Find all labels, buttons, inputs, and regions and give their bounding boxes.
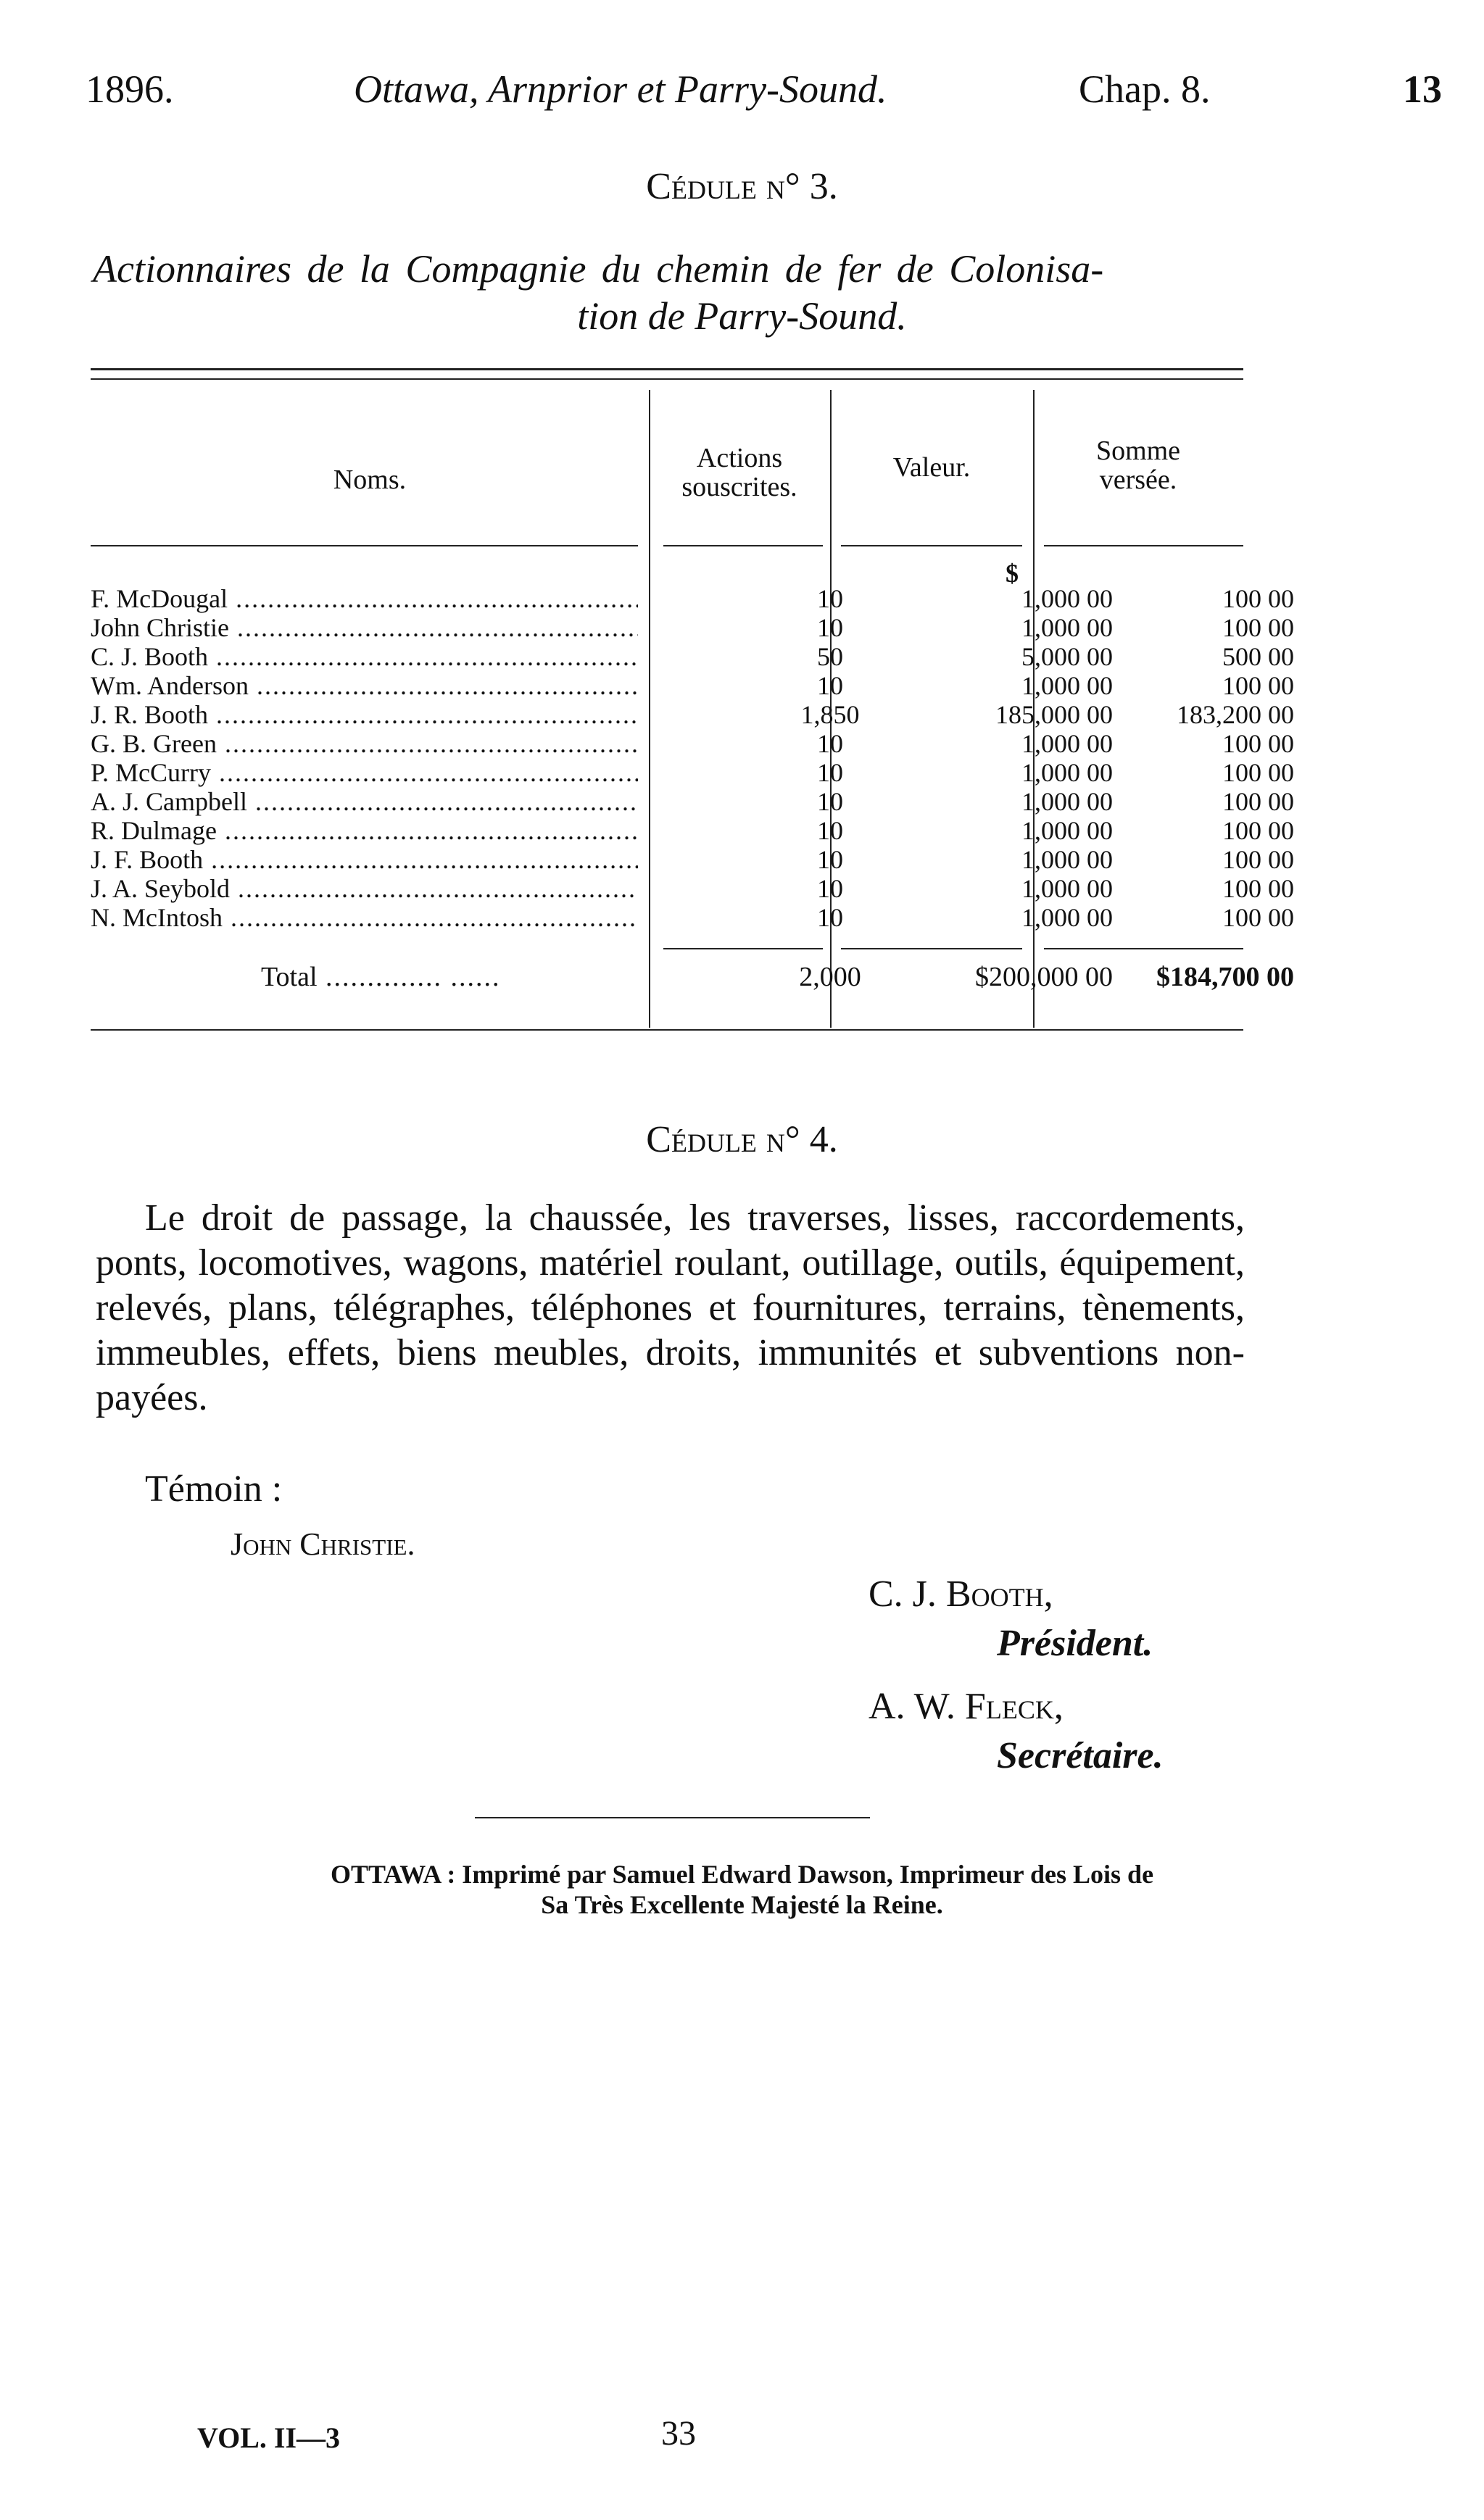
col-header-shares bbox=[649, 444, 830, 502]
cell-shares: 50 bbox=[817, 642, 843, 671]
cell-paid: 100 00 bbox=[1222, 874, 1294, 903]
cell-name: J. A. Seybold ..... bbox=[91, 874, 638, 903]
cell-value: 1,000 00 bbox=[1021, 758, 1113, 787]
schedule-4-title: Cédule n° 4. bbox=[646, 1119, 838, 1160]
col-header-names: Noms. bbox=[333, 465, 407, 495]
table-row bbox=[91, 874, 1294, 903]
imprint-line-2: Sa Très Excellente Majesté la Reine. bbox=[541, 1890, 943, 1919]
cell-shares: 10 bbox=[817, 903, 843, 932]
header-rule-value bbox=[841, 545, 1022, 546]
cell-shares: 10 bbox=[817, 874, 843, 903]
imprint-line-1: OTTAWA : Imprimé par Samuel Edward Dawson, Imprimeur des Lois de bbox=[330, 1860, 1154, 1889]
col-header-paid-line-2: versée. bbox=[1099, 464, 1177, 495]
col-header-shares-line-1: Actions bbox=[696, 443, 783, 473]
shareholders-table bbox=[91, 368, 1294, 1035]
table-bottom-rule bbox=[91, 1029, 1243, 1031]
cell-value: 1,000 00 bbox=[1021, 787, 1113, 816]
cell-paid: 100 00 bbox=[1222, 758, 1294, 787]
total-label: Total .............. ...... bbox=[261, 962, 501, 992]
cell-shares: 10 bbox=[817, 584, 843, 613]
total-value: $200,000 00 bbox=[975, 962, 1113, 992]
cell-name: J. R. Booth ..... bbox=[91, 700, 638, 729]
header-year: 1896. bbox=[86, 67, 174, 111]
total-shares: 2,000 bbox=[799, 962, 861, 992]
table-row bbox=[91, 729, 1294, 758]
cell-shares: 10 bbox=[817, 758, 843, 787]
cell-value: 1,000 00 bbox=[1021, 729, 1113, 758]
cell-value: 185,000 00 bbox=[995, 700, 1113, 729]
signatory-secretary-title: Secrétaire. bbox=[997, 1735, 1164, 1776]
total-rule-shares bbox=[663, 948, 823, 949]
total-paid: $184,700 00 bbox=[1156, 962, 1294, 992]
header-rule-names bbox=[91, 545, 638, 546]
cell-paid: 100 00 bbox=[1222, 613, 1294, 642]
cell-paid: 100 00 bbox=[1222, 816, 1294, 845]
col-header-paid-line-1: Somme bbox=[1095, 436, 1181, 466]
footer-page: 33 bbox=[661, 2414, 696, 2453]
table-row bbox=[91, 700, 1294, 729]
header-running-title: Ottawa, Arnprior et Parry-Sound. bbox=[354, 67, 887, 111]
schedule-3-caption-line-2: tion de Parry-Sound. bbox=[577, 294, 907, 338]
signatory-president-name: C. J. Booth, bbox=[869, 1573, 1053, 1615]
cell-paid: 100 00 bbox=[1222, 845, 1294, 874]
cell-name: Wm. Anderson ..... bbox=[91, 671, 638, 700]
cell-value: 5,000 00 bbox=[1021, 642, 1113, 671]
cell-value: 1,000 00 bbox=[1021, 816, 1113, 845]
currency-symbol-text: $ bbox=[1006, 559, 1019, 588]
table-row bbox=[91, 671, 1294, 700]
signatory-president-title: Président. bbox=[997, 1623, 1153, 1664]
cell-paid: 100 00 bbox=[1222, 729, 1294, 758]
cell-paid: 100 00 bbox=[1222, 787, 1294, 816]
footer-volume: VOL. II—3 bbox=[197, 2421, 341, 2454]
imprint bbox=[0, 1859, 1484, 1920]
cell-paid: 100 00 bbox=[1222, 903, 1294, 932]
cell-value: 1,000 00 bbox=[1021, 903, 1113, 932]
total-rule-value bbox=[841, 948, 1022, 949]
cell-paid: 100 00 bbox=[1222, 584, 1294, 613]
table-row bbox=[91, 903, 1294, 932]
cell-value: 1,000 00 bbox=[1021, 584, 1113, 613]
cell-name: N. McIntosh ..... bbox=[91, 903, 638, 932]
cell-shares: 10 bbox=[817, 613, 843, 642]
table-row bbox=[91, 758, 1294, 787]
col-header-paid bbox=[1033, 437, 1243, 495]
witness-label: Témoin : bbox=[145, 1468, 283, 1510]
total-rule-paid bbox=[1044, 948, 1243, 949]
cell-paid: 500 00 bbox=[1222, 642, 1294, 671]
header-chapter: Chap. 8. bbox=[1079, 67, 1211, 111]
schedule-4-paragraph: Le droit de passage, la chaussée, les traverses, lisses, raccordements, ponts, locomotives, wagons, matériel roulant, outillage, outils, équipement, relevés, plans, télégraphes, téléphones et fournitures, terrains, tènements, immeubles, effets, biens meubles, droits, immunités et subventions non-payées. bbox=[96, 1197, 1245, 1418]
header-rule-shares bbox=[663, 545, 823, 546]
cell-name: G. B. Green ..... bbox=[91, 729, 638, 758]
cell-shares: 10 bbox=[817, 787, 843, 816]
cell-value: 1,000 00 bbox=[1021, 874, 1113, 903]
witness-name: John Christie. bbox=[231, 1526, 415, 1562]
schedule-3-title: Cédule n° 3. bbox=[646, 166, 838, 207]
imprint-rule bbox=[475, 1817, 870, 1818]
cell-name: C. J. Booth ..... bbox=[91, 642, 638, 671]
cell-name: John Christie ..... bbox=[91, 613, 638, 642]
cell-name: P. McCurry ..... bbox=[91, 758, 638, 787]
cell-shares: 10 bbox=[817, 729, 843, 758]
header-rule-paid bbox=[1044, 545, 1243, 546]
total-row bbox=[91, 961, 1294, 993]
cell-value: 1,000 00 bbox=[1021, 845, 1113, 874]
table-row bbox=[91, 845, 1294, 874]
cell-shares: 1,850 bbox=[800, 700, 860, 729]
signatory-secretary-name: A. W. Fleck, bbox=[869, 1686, 1064, 1727]
table-row bbox=[91, 787, 1294, 816]
table-row bbox=[91, 584, 1294, 613]
col-header-shares-line-2: souscrites. bbox=[681, 471, 797, 502]
col-header-value: Valeur. bbox=[892, 452, 971, 483]
cell-shares: 10 bbox=[817, 845, 843, 874]
cell-value: 1,000 00 bbox=[1021, 613, 1113, 642]
cell-shares: 10 bbox=[817, 816, 843, 845]
table-row bbox=[91, 613, 1294, 642]
table-top-rule-2 bbox=[91, 378, 1243, 380]
table-top-rule bbox=[91, 368, 1243, 370]
table-row bbox=[91, 816, 1294, 845]
cell-value: 1,000 00 bbox=[1021, 671, 1113, 700]
cell-name: J. F. Booth ..... bbox=[91, 845, 638, 874]
schedule-3-caption-line-1: Actionnaires de la Compagnie du chemin de fer de Colonisa- bbox=[93, 247, 1104, 291]
header-page-number: 13 bbox=[1403, 67, 1442, 111]
total-label-text: Total bbox=[261, 962, 318, 992]
cell-name: F. McDougal ..... bbox=[91, 584, 638, 613]
cell-paid: 100 00 bbox=[1222, 671, 1294, 700]
cell-name: A. J. Campbell ..... bbox=[91, 787, 638, 816]
table-body bbox=[91, 584, 1294, 932]
table-row bbox=[91, 642, 1294, 671]
cell-name: R. Dulmage ..... bbox=[91, 816, 638, 845]
cell-shares: 10 bbox=[817, 671, 843, 700]
cell-paid: 183,200 00 bbox=[1177, 700, 1294, 729]
